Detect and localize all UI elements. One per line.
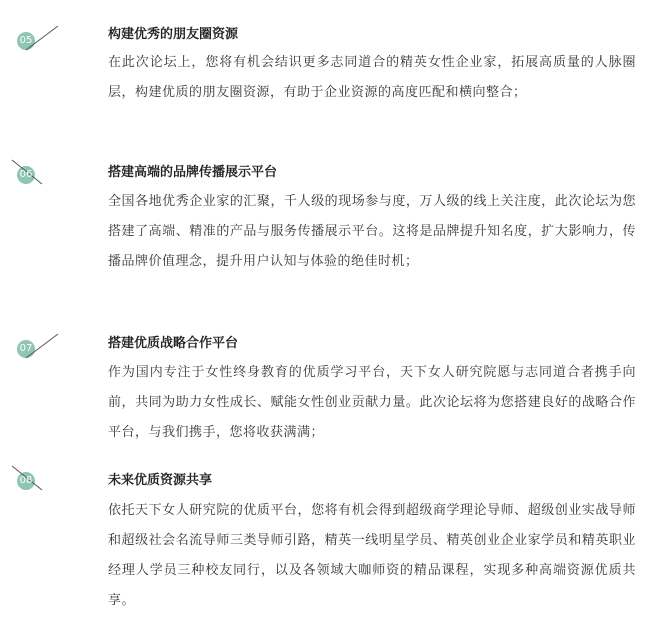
section-number: 08 [19,475,33,486]
section-body: 全国各地优秀企业家的汇聚，千人级的现场参与度，万人级的线上关注度，此次论坛为您搭建了高端、精准的产品与服务传播展示平台。这将是品牌提升知名度，扩大影响力，传播品牌价值理念，提升用户认知与体验的绝佳时机； [108,194,636,269]
section-title: 搭建高端的品牌传播展示平台 [108,165,278,180]
section-number: 05 [19,35,33,46]
section-body: 作为国内专注于女性终身教育的优质学习平台，天下女人研究院愿与志同道合者携手向前，共同为助力女性成长、赋能女性创业贡献力量。此次论坛将为您搭建良好的战略合作平台，与我们携手，您将收获满满； [108,365,636,440]
section-number: 06 [19,169,33,180]
section-number-badge [12,334,60,360]
section-title: 构建优秀的朋友圈资源 [108,27,239,42]
section-number-badge [12,466,60,492]
section-title: 搭建优质战略合作平台 [108,336,239,351]
section-title: 未来优质资源共享 [108,473,213,488]
section-body: 在此次论坛上，您将有机会结识更多志同道合的精英女性企业家，拓展高质量的人脉圈层，构建优质的朋友圈资源，有助于企业资源的高度匹配和横向整合； [108,55,636,100]
section-number-badge [12,26,60,52]
section-body: 依托天下女人研究院的优质平台，您将有机会得到超级商学理论导师、超级创业实战导师和超级社会名流导师三类导师引路，精英一线明星学员、精英创业企业家学员和精英职业经理人学员三种校友同行，以及各领域大咖师资的精品课程，实现多种高端资源优质共享。 [108,503,636,608]
section-number: 07 [19,343,33,354]
section-number-badge [12,160,60,186]
